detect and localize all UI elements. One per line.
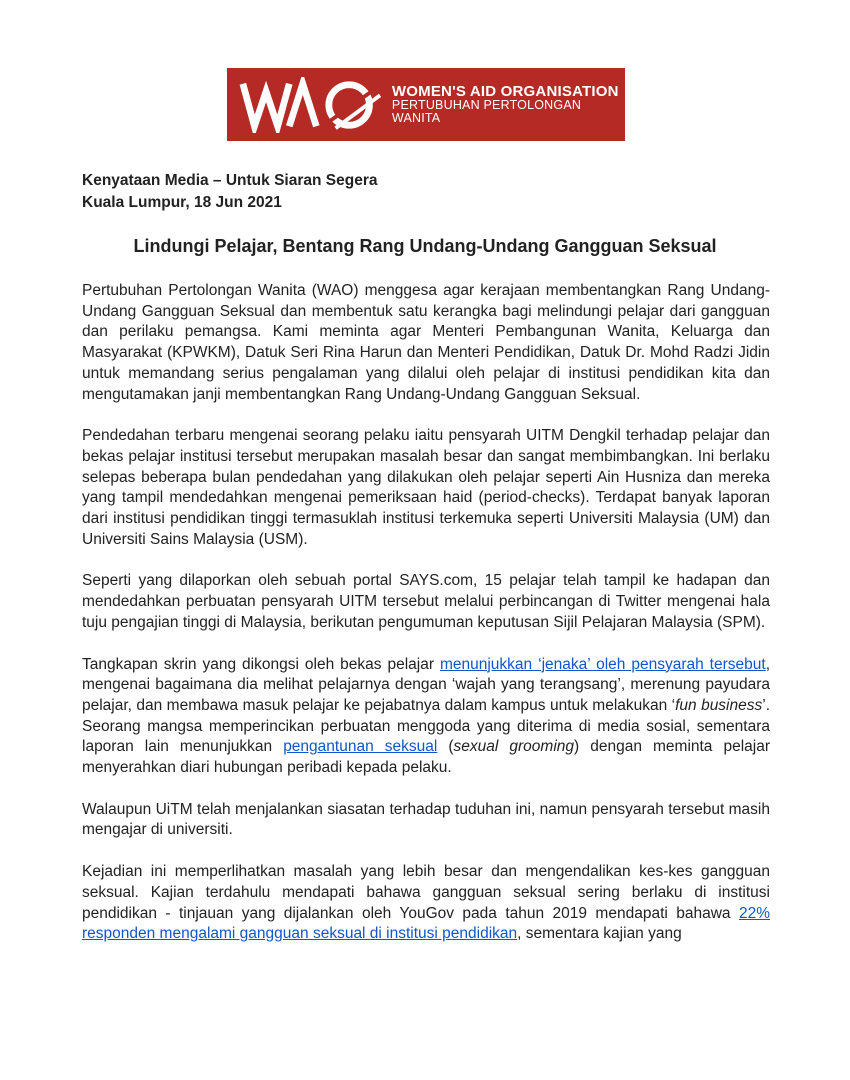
p4-text-2: , mengenai bagaimana dia melihat pelajarnya dengan ‘wajah yang terangsang’, merenung payudara pelajar, dan membawa masuk pelajar ke pejabatnya dalam kampus untuk melakukan ‘: [82, 655, 770, 714]
document-title: Lindungi Pelajar, Bentang Rang Undang-Undang Gangguan Seksual: [133, 236, 717, 256]
p6-text-2: , sementara kajian yang: [517, 925, 682, 943]
paragraph-4: [82, 655, 770, 779]
link-yougov-22-percent[interactable]: 22% responden mengalami gangguan seksual di institusi pendidikan: [82, 904, 770, 943]
p6-text-1: Kejadian ini memperlihatkan masalah yang lebih besar dan mengendalikan kes-kes gangguan seksual. Kajian terdahulu mendapati bahawa gangguan seksual sering berlaku di institusi pendidikan - tinjauan yang dijalankan oleh YouGov pada tahun 2019 mendapati bahawa: [82, 863, 770, 922]
p4-em-fun-business: fun business: [675, 696, 763, 714]
paragraph-6: [82, 862, 770, 945]
link-pengantunan-seksual[interactable]: pengantunan seksual: [283, 738, 438, 756]
wao-logo-mark-icon: [239, 77, 384, 133]
paragraph-2: Pendedahan terbaru mengenai seorang pelaku iaitu pensyarah UITM Dengkil terhadap pelajar dan bekas pelajar institusi tersebut merupakan masalah besar dan sangat membimbangkan. Ini berlaku selepas beberapa bulan pendedahan yang dilakukan oleh pelajar seperti Ain Husniza dan mereka yang tampil mendedahkan mengenai pemeriksaan haid (period-checks). Terdapat banyak laporan dari institusi pendidikan tinggi termasuklah institusi terkemuka seperti Universiti Malaysia (UM) dan Universiti Sains Malaysia (USM).: [82, 427, 770, 548]
paragraph-5: Walaupun UiTM telah menjalankan siasatan terhadap tuduhan ini, namun pensyarah tersebut masih mengajar di universiti.: [82, 800, 770, 839]
release-place-date: Kuala Lumpur, 18 Jun 2021: [82, 194, 282, 211]
paragraph-3: Seperti yang dilaporkan oleh sebuah portal SAYS.com, 15 pelajar telah tampil ke hadapan dan mendedahkan perbuatan pensyarah UITM tersebut melalui perbincangan di Twitter mengenai hala tuju pengajian tinggi di Malaysia, berikutan pengumuman keputusan Sijil Pelajaran Malaysia (SPM).: [82, 572, 770, 631]
paragraph-1: Pertubuhan Pertolongan Wanita (WAO) menggesa agar kerajaan membentangkan Rang Undang-Undang Gangguan Seksual dan membentuk satu kerangka bagi melindungi pelajar dari gangguan dan perilaku pemangsa. Kami meminta agar Menteri Pembangunan Wanita, Keluarga dan Masyarakat (KPWKM), Datuk Seri Rina Harun dan Menteri Pendidikan, Datuk Dr. Mohd Radzi Jidin untuk memandang serius pengalaman yang dilalui oleh pelajar di institusi pendidikan kita dan mengutamakan janji membentangkan Rang Undang-Undang Gangguan Seksual.: [82, 282, 770, 403]
link-jenaka-pensyarah[interactable]: menunjukkan ‘jenaka’ oleh pensyarah tersebut: [439, 655, 766, 673]
release-meta: [82, 170, 377, 214]
p4-em-sexual-grooming: sexual grooming: [453, 738, 575, 756]
logo-text: [392, 84, 625, 126]
p4-text-5: ) dengan meminta pelajar menyerahkan diari hubungan peribadi kepada pelaku.: [82, 738, 771, 777]
logo-line-2: PERTUBUHAN PERTOLONGAN WANITA: [391, 98, 582, 126]
release-type: Kenyataan Media – Untuk Siaran Segera: [82, 172, 378, 189]
logo-line-1: WOMEN'S AID ORGANISATION: [391, 82, 619, 100]
document-body: [82, 281, 770, 966]
wao-logo: [227, 68, 625, 141]
p4-text-3: ’. Seorang mangsa memperincikan perbuatan menggoda yang diterima di media sosial, sementara laporan lain menunjukkan: [82, 696, 770, 756]
p4-text-1: Tangkapan skrin yang dikongsi oleh bekas pelajar: [82, 655, 440, 673]
p4-text-4: (: [437, 738, 454, 756]
